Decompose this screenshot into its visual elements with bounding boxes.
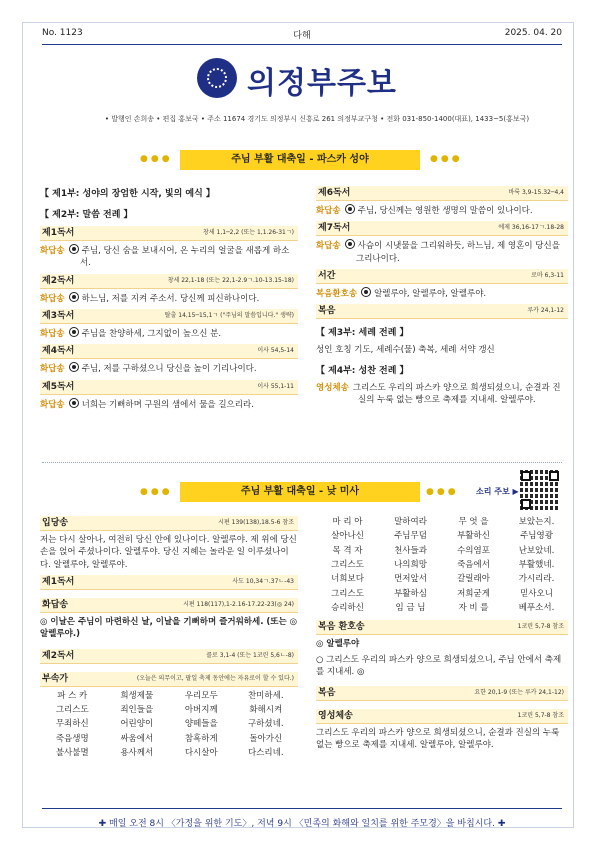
sequence-cell: 주님영광 — [520, 531, 553, 542]
sequence-cell: 구하셨네. — [247, 719, 284, 730]
responsorial — [40, 244, 298, 270]
sequence-cell: 다시살아 — [184, 747, 218, 758]
resp-tag: 화답송 — [40, 329, 65, 340]
audio-bulletin-link[interactable]: 소리 주보 ▶ — [476, 487, 519, 496]
sequence-cell: 아버지께 — [184, 704, 218, 715]
reading-ref: 에제 36,16-17ㄱ.18-28 — [498, 224, 564, 232]
reading-name: 제5독서 — [42, 381, 75, 392]
sequence-cell: 희생제물 — [120, 690, 154, 701]
reading-ref: 창세 22,1-18 (또는 22,1-2.9ㄱ.10-13.15-18) — [167, 276, 294, 284]
reading-name: 복음 — [318, 306, 336, 317]
section2-banner — [180, 482, 420, 502]
section1-banner-text: 주님 부활 대축일 - 파스카 성야 — [231, 154, 369, 165]
reading-ref: 콜로 3,1-4 (또는 1코린 5,6ㄴ-8) — [206, 651, 294, 659]
sequence-cell: 파 스 카 — [57, 690, 88, 701]
sequence-cell: 천사들과 — [394, 545, 427, 556]
part3-heading: 【 제3부: 세례 전례 】 — [316, 328, 409, 339]
resp-text: 주님, 당신 숨을 보내시어, 온 누리의 얼굴을 새롭게 하소서. — [80, 246, 290, 269]
resp-text: 주님, 저를 구하셨으니 당신을 높이 기리나이다. — [81, 364, 257, 375]
sequence-cell: 화해시켜 — [249, 704, 283, 715]
resp-text: 알렐루야, 알렐루야, 알렐루야. — [374, 288, 487, 299]
section2-left-column — [40, 516, 298, 759]
reading-ref: 루카 24,1-12 — [527, 307, 564, 315]
qr-corner — [521, 499, 531, 509]
sequence-cell: 먼저앞서 — [394, 574, 427, 585]
responsorial — [40, 292, 298, 305]
sequence-cell: 죽음에서 — [457, 559, 490, 570]
responsorial — [40, 327, 298, 340]
reading-name: 제1독서 — [42, 576, 75, 587]
reading-ref: 로마 6,3-11 — [531, 271, 564, 279]
reading-name: 부속가 — [42, 673, 69, 684]
part4-heading: 【 제4부: 성찬 전례 】 — [316, 365, 409, 376]
reading-header — [316, 709, 568, 724]
sequence-cell: 불사불멸 — [55, 747, 89, 758]
sequence-cell: 다스리네. — [247, 747, 284, 758]
sequence-cell: 무죄하신 — [55, 719, 89, 730]
responsorial — [40, 362, 298, 375]
sequence-cell: 가시리라. — [518, 574, 555, 585]
reading-name: 제7독서 — [318, 223, 351, 234]
reading-name: 제2독서 — [42, 275, 75, 286]
reading-name: 영성체송 — [318, 711, 353, 722]
reading-ref: 시편 139(138),18.5-6 참조 — [218, 519, 294, 526]
reading-header — [40, 344, 298, 359]
reading-name: 제2독서 — [42, 650, 75, 661]
sequence-cell: 싸움에서 — [120, 733, 154, 744]
part3-text: 성인 호칭 기도, 세례수(물) 축복, 세례 서약 갱신 — [316, 345, 495, 356]
sequence-cell: 어린양이 — [120, 719, 154, 730]
reading-ref: 창세 1,1─2,2 (또는 1,1.26-31ㄱ) — [203, 229, 294, 237]
reading-header — [316, 686, 568, 701]
responsorial — [316, 204, 568, 217]
reading-ref: 시편 118(117),1-2.16-17.22-23(◎ 24) — [183, 600, 294, 608]
communion-text: 그리스도 우리의 파스카 양으로 희생되셨으니, 순결과 진실의 누룩 없는 빵으로 축제를 지내세. 알렐루야, 알렐루야. — [316, 728, 560, 751]
reading-header — [40, 226, 298, 241]
response-mark-icon — [69, 362, 79, 372]
banner-dots-right: ●●● — [430, 154, 463, 164]
banner-dots-right: ●●● — [426, 487, 459, 497]
sequence-cell: 보았는지. — [518, 517, 555, 527]
reading-header — [40, 575, 298, 590]
sequence-cell: 주님무덤 — [394, 531, 427, 542]
banner-dots-left: ●●● — [140, 487, 173, 497]
sequence-cell: 부활하신 — [457, 531, 490, 542]
sequence-cell: 죄인들을 — [120, 704, 154, 715]
reading-header — [316, 186, 568, 201]
banner-dots-left: ●●● — [140, 154, 173, 164]
reading-name: 제1독서 — [42, 228, 75, 239]
reading-ref: 바룩 3,9-15.32─4,4 — [508, 189, 564, 196]
reading-name: 복음 — [318, 688, 336, 699]
section1-left-column — [40, 186, 298, 414]
response-mark-icon — [345, 204, 355, 214]
reading-name: 제4독서 — [42, 346, 75, 357]
reading-name: 복음 환호송 — [318, 622, 365, 633]
resp-text: 주님, 당신께는 영원한 생명의 말씀이 있나이다. — [357, 206, 533, 216]
reading-name: 화답송 — [42, 599, 69, 610]
response-mark-icon — [345, 239, 355, 249]
cross-icon: ✚ — [497, 819, 506, 829]
sequence-verses — [40, 690, 298, 760]
response-mark-icon — [69, 244, 79, 254]
resp-tag: 화답송 — [40, 364, 65, 375]
top-bar — [42, 28, 562, 42]
reading-ref: 이사 54,5-14 — [257, 347, 294, 355]
sequence-cell: 찬미하세. — [247, 690, 284, 701]
sequence-verses — [316, 516, 568, 614]
reading-name: 제3독서 — [42, 311, 75, 322]
sequence-cell: 수의염포 — [457, 545, 490, 556]
footer — [42, 816, 562, 829]
bottom-divider — [42, 808, 562, 809]
reading-header — [40, 649, 298, 664]
reading-header — [40, 380, 298, 395]
resp-tag: 화답송 — [316, 206, 341, 216]
reading-header — [40, 672, 298, 687]
diocese-seal-icon — [197, 58, 237, 98]
issue-number: No. 1123 — [42, 28, 83, 38]
section2-banner-text: 주님 부활 대축일 - 낮 미사 — [240, 486, 360, 497]
resp-text: 하느님, 저를 지켜 주소서. 당신께 피신하나이다. — [81, 293, 260, 304]
qr-corner — [521, 471, 531, 481]
sequence-cell: 나의희망 — [394, 559, 427, 570]
resp-text: 사슴이 시냇물을 그리워하듯, 하느님, 제 영혼이 당신을 그리나이다. — [356, 241, 560, 264]
sequence-cell: 그리스도 — [55, 704, 89, 715]
sequence-cell: 부활했네. — [518, 559, 555, 570]
liturgical-cycle: 다해 — [293, 31, 311, 41]
reading-name: 서간 — [318, 270, 336, 281]
section2-right-column — [316, 516, 568, 755]
response-mark-icon — [69, 398, 79, 408]
cross-icon: ✚ — [98, 819, 107, 829]
sequence-cell: 그리스도 — [331, 559, 364, 570]
bulletin-title: 의정부주보 — [247, 66, 397, 101]
reading-header — [316, 221, 568, 236]
issue-date: 2025. 04. 20 — [504, 28, 562, 38]
response-mark-icon — [69, 292, 79, 302]
reading-header — [316, 269, 568, 284]
sequence-cell: 너희보다 — [331, 574, 364, 585]
reading-header — [40, 598, 298, 613]
reading-ref: 요한 20,1-9 (또는 루카 24,1-12) — [474, 689, 564, 697]
reading-ref: 1코린 5,7-8 참조 — [517, 712, 564, 720]
psalm-response: ◎ 이날은 주님이 마련하신 날, 이날을 기뻐하며 즐거워하세. (또는 ◎ 알렐루야.) — [40, 616, 298, 640]
sequence-cell: 양떼들을 — [184, 719, 218, 730]
sequence-cell: 믿사오니 — [520, 588, 553, 599]
resp-tag: 화답송 — [40, 293, 65, 304]
sequence-cell: 갈릴래아 — [457, 574, 490, 585]
sequence-cell: 마 리 아 — [332, 517, 363, 527]
reading-header — [316, 304, 568, 319]
section1-banner — [180, 150, 420, 170]
sequence-cell: 임 금 님 — [395, 602, 426, 613]
qr-corner — [549, 471, 559, 481]
sequence-cell: 승리하신 — [331, 602, 364, 613]
sequence-cell: 목 격 자 — [332, 545, 363, 556]
reading-ref: 사도 10,34ㄱ.37ㄴ-43 — [232, 577, 294, 585]
responsorial — [316, 239, 568, 265]
sequence-cell: 베푸소서. — [518, 602, 555, 613]
part2-heading: 【 제2부: 말씀 전례 】 — [40, 210, 133, 221]
sequence-cell: 우리모두 — [184, 690, 218, 701]
part1-heading: 【 제1부: 성야의 장엄한 시작, 빛의 예식 】 — [40, 189, 215, 199]
resp-text: 너희는 기뻐하며 구원의 샘에서 물을 길으리라. — [81, 399, 254, 410]
resp-tag: 화답송 — [316, 241, 341, 252]
sequence-cell: 용사께서 — [120, 747, 154, 758]
response-mark-icon — [69, 327, 79, 337]
reading-name: 제6독서 — [318, 188, 351, 198]
publication-info: • 발행인 손희송 • 편집 홍보국 • 주소 11674 경기도 의정부시 신흥로 261 의정부교구청 • 전화 031-850-1400(대표), 1433~5(홍보국) — [104, 115, 530, 123]
resp-tag: 화답송 — [40, 399, 65, 410]
alleluia-line: ◎ 알렐루야 — [316, 639, 360, 650]
section-divider — [42, 462, 562, 463]
top-divider — [42, 44, 562, 45]
resp-tag: 영성체송 — [316, 382, 349, 393]
communion-antiphon — [316, 382, 568, 407]
resp-tag: 화답송 — [40, 246, 65, 257]
response-mark-icon — [361, 287, 371, 297]
section1-right-column — [316, 186, 568, 409]
resp-tag: 복음환호송 — [316, 288, 358, 299]
reading-header — [40, 274, 298, 289]
reading-ref: 1코린 5,7-8 참조 — [517, 623, 564, 631]
resp-text: 주님을 찬양하세, 그지없이 높으신 분. — [81, 329, 222, 340]
reading-header — [40, 516, 298, 531]
sequence-cell: 자 비 를 — [458, 602, 489, 613]
sequence-cell: 부활하심 — [394, 588, 427, 599]
entrance-text: 저는 다시 살아나, 여전히 당신 안에 있나이다. 알렐루야. 제 위에 당신 손을 얹어 주셨나이다. 알렐루야. 당신 지혜는 놀라운 일 이루셨나이다. 알렐루야, 알렐루야. — [40, 535, 297, 570]
responsorial — [40, 398, 298, 411]
reading-ref: 탈출 14,15─15,1ㄱ ("주님의 말씀입니다." 생략) — [164, 312, 294, 320]
sequence-cell: 죽음생명 — [55, 733, 89, 744]
reading-header — [40, 309, 298, 324]
sequence-cell: 말하여라 — [394, 517, 427, 527]
sequence-cell: 난보았네. — [518, 545, 555, 556]
sequence-cell: 그리스도 — [331, 588, 364, 599]
sequence-cell: 저희굳게 — [457, 588, 490, 599]
reading-ref: (오늘은 의무이고, 팔일 축제 동안에는 자유로이 할 수 있다.) — [136, 674, 294, 682]
sequence-cell: 무 엇 을 — [458, 517, 489, 527]
sequence-cell: 살아나신 — [331, 531, 364, 542]
reading-name: 입당송 — [42, 518, 69, 528]
reading-ref: 이사 55,1-11 — [257, 382, 294, 390]
sequence-cell: 돌아가신 — [249, 733, 283, 744]
responsorial — [316, 287, 568, 300]
resp-text: 그리스도 우리의 파스카 양으로 희생되셨으니, 순결과 진실의 누룩 없는 빵으로 축제를 지내세. 알렐루야. — [352, 382, 561, 405]
sequence-cell: 참혹하게 — [184, 733, 218, 744]
verse-line: ○ 그리스도 우리의 파스카 양으로 희생되셨으니, 주님 안에서 축제를 지내세. ◎ — [316, 654, 562, 677]
footer-text: 매일 오전 8시 〈가정을 위한 기도〉, 저녁 9시 〈민족의 화해와 일치를 위한 주모경〉을 바칩시다. — [109, 819, 495, 829]
reading-header — [316, 620, 568, 635]
